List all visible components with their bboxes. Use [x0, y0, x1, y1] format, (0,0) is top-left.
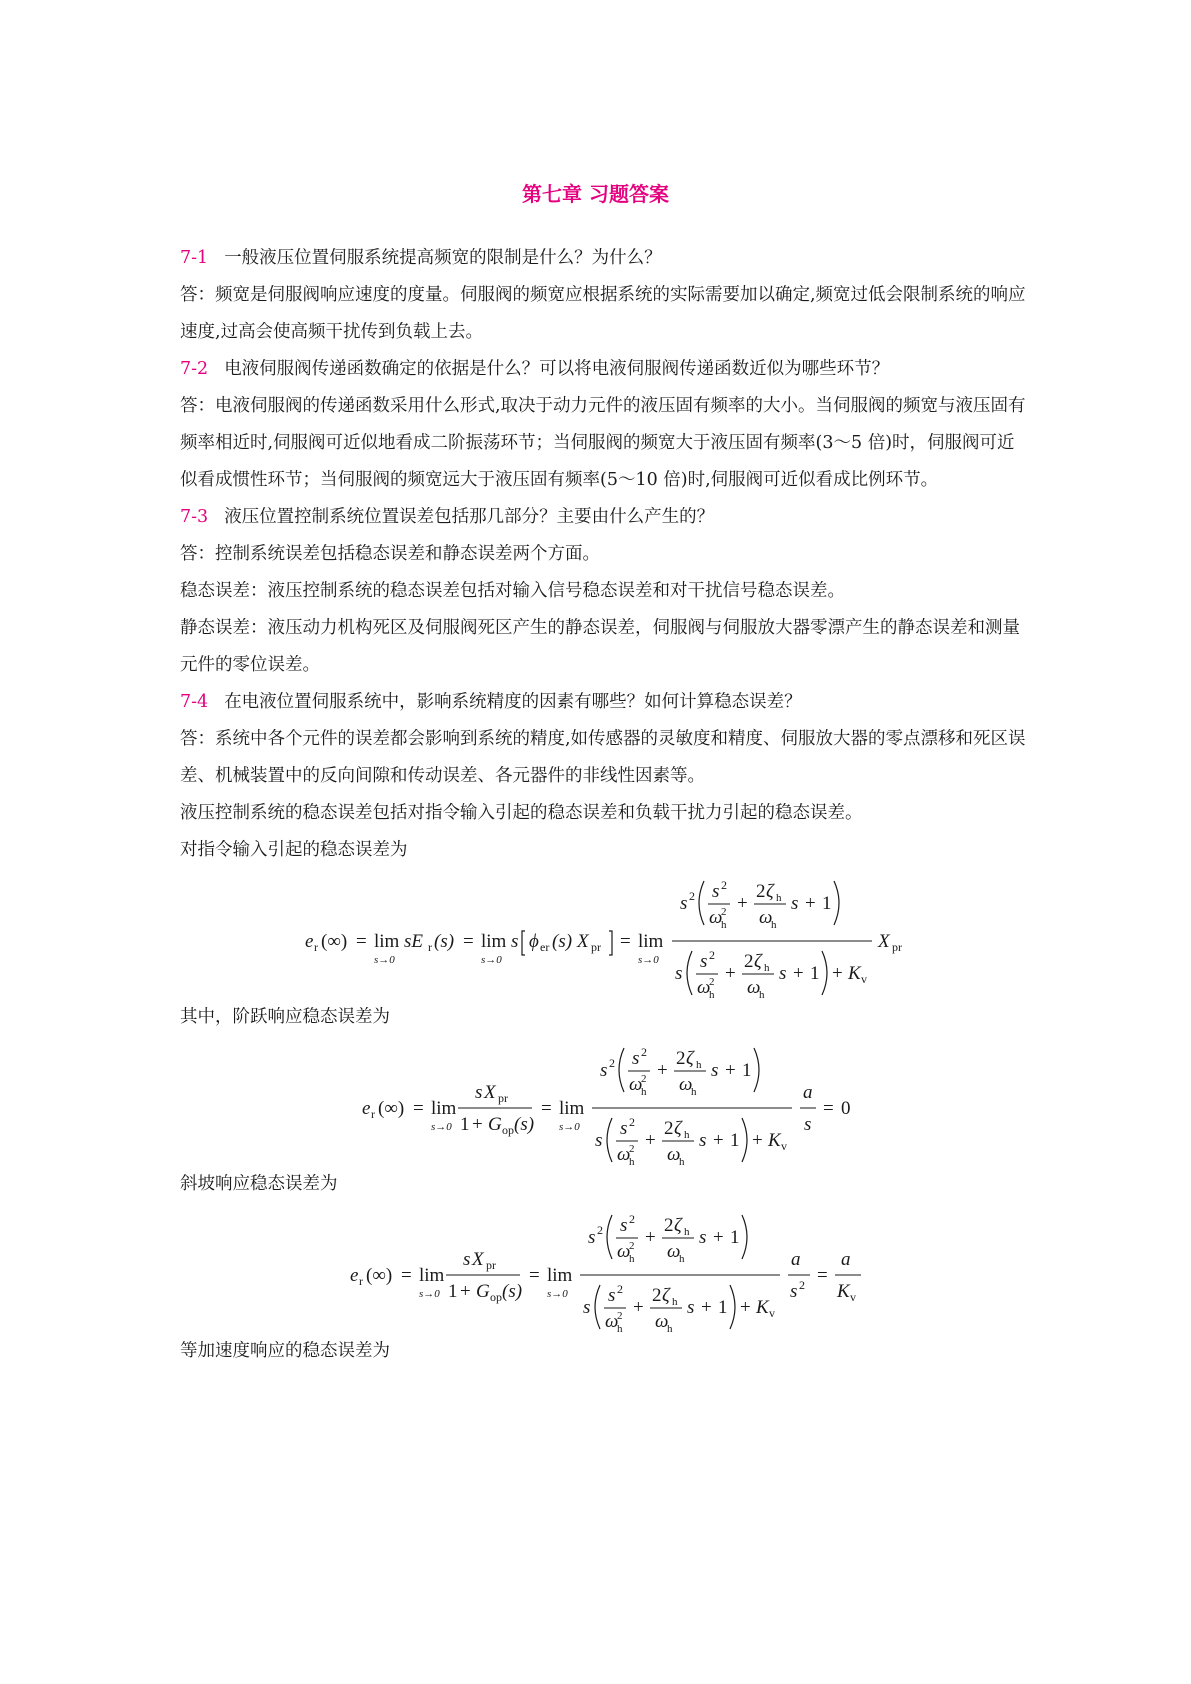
eq-superscript: 2: [721, 906, 727, 918]
eq-symbol: a: [791, 1249, 801, 1270]
eq-symbol: s: [711, 1060, 719, 1081]
eq-subscript: h: [776, 892, 782, 904]
eq-symbol: s: [463, 1249, 471, 1270]
eq-symbol: ϕ: [529, 931, 539, 952]
eq-symbol: =: [401, 1265, 412, 1286]
eq-symbol: ζ: [674, 1215, 682, 1236]
eq-symbol: s: [595, 1130, 603, 1151]
eq-subscript: h: [709, 989, 715, 999]
eq-symbol: ω: [629, 1074, 643, 1095]
chapter-title: 第七章 习题答案: [522, 182, 669, 206]
eq-superscript: 2: [597, 1223, 603, 1237]
accel-response-label: 等加速度响应的稳态误差为: [180, 1341, 390, 1361]
eq-subscript: er: [540, 940, 550, 954]
eq-superscript: 2: [629, 1143, 635, 1155]
question-7-2: [180, 351, 1030, 388]
eq-superscript: 2: [799, 1278, 805, 1292]
eq-symbol: s: [779, 963, 787, 984]
answer-7-3-static: 静态误差：液压动力机构死区及伺服阀死区产生的静态误差，伺服阀与伺服放大器零漂产生的静态误差和测量元件的零位误差。: [180, 618, 1020, 675]
eq-symbol: X: [878, 931, 890, 952]
eq-symbol: e: [305, 931, 314, 952]
eq-symbol: +: [713, 1130, 724, 1151]
equation-command-input: [180, 869, 1030, 999]
eq-symbol: +: [740, 1297, 751, 1318]
eq-subscript: h: [679, 1253, 685, 1265]
eq-symbol: +: [657, 1060, 668, 1081]
eq-symbol: s: [620, 1215, 628, 1236]
eq-symbol: 1: [730, 1227, 740, 1248]
eq-symbol: =: [823, 1098, 834, 1119]
eq-symbol: (∞): [366, 1265, 393, 1286]
eq-symbol: 0: [841, 1098, 851, 1119]
eq-superscript: 2: [641, 1045, 647, 1059]
answer-7-3-line1: 答：控制系统误差包括稳态误差和静态误差两个方面。: [180, 544, 600, 564]
equation-ramp-response: [180, 1203, 1030, 1333]
eq-symbol: s: [791, 893, 799, 914]
eq-symbol: s: [699, 1227, 707, 1248]
eq-symbol: s: [699, 1130, 707, 1151]
eq-symbol: lim: [374, 931, 400, 952]
eq-symbol: ζ: [686, 1048, 694, 1069]
eq-symbol: X: [472, 1249, 484, 1270]
eq-symbol: G: [488, 1114, 502, 1135]
eq-subscript: r: [371, 1107, 375, 1121]
eq-symbol: s: [588, 1227, 596, 1248]
eq-symbol: lim: [638, 931, 664, 952]
eq-subscript: h: [684, 1129, 690, 1141]
answer-7-3-steady: 稳态误差：液压控制系统的稳态误差包括对输入信号稳态误差和对干扰信号稳态误差。: [180, 581, 845, 601]
eq-symbol: +: [713, 1227, 724, 1248]
eq-subscript: v: [781, 1139, 787, 1153]
eq-symbol: lim: [431, 1098, 457, 1119]
eq-symbol: +: [472, 1114, 483, 1135]
question-text: 电液伺服阀传递函数确定的依据是什么？可以将电液伺服阀传递函数近似为哪些环节？: [224, 359, 890, 379]
eq-symbol: s→0: [638, 954, 659, 966]
eq-superscript: 2: [617, 1310, 623, 1322]
eq-symbol: lim: [419, 1265, 445, 1286]
eq-symbol: 2: [756, 881, 766, 902]
question-number: 7-1: [180, 248, 209, 268]
eq-subscript: h: [629, 1156, 635, 1166]
ramp-response-label: 斜坡响应稳态误差为: [180, 1174, 338, 1194]
answer-7-4-line1: 答：系统中各个元件的误差都会影响到系统的精度,如传感器的灵敏度和精度、伺服放大器的零点漂移和死区误差、机械装置中的反向间隙和传动误差、各元器件的非线性因素等。: [180, 729, 1026, 786]
eq-symbol: a: [841, 1249, 851, 1270]
question-7-4: [180, 684, 1030, 721]
eq-subscript: h: [691, 1086, 697, 1098]
eq-symbol: e: [362, 1098, 371, 1119]
answer-7-2: 答：电液伺服阀的传递函数采用什么形式,取决于动力元件的液压固有频率的大小。当伺服阀的频宽与液压固有频率相近时,伺服阀可近似地看成二阶振荡环节；当伺服阀的频宽大于液压固有频率(3～5 倍)时，伺服阀可近似看成惯性环节；当伺服阀的频宽远大于液压固有频率(5～10 倍)时,伺服阀可近似看成比例环节。: [180, 396, 1026, 490]
eq-subscript: h: [629, 1253, 635, 1265]
question-text: 在电液位置伺服系统中，影响系统精度的因素有哪些？如何计算稳态误差？: [224, 692, 802, 712]
eq-symbol: +: [752, 1130, 763, 1151]
eq-symbol: ω: [679, 1074, 693, 1095]
eq-symbol: (s): [514, 1114, 535, 1135]
eq-superscript: 2: [629, 1212, 635, 1226]
eq-subscript: op: [490, 1290, 502, 1304]
eq-symbol: (s): [502, 1281, 523, 1302]
eq-symbol: 2: [664, 1118, 674, 1139]
answer-7-4-line2: 液压控制系统的稳态误差包括对指令输入引起的稳态误差和负载干扰力引起的稳态误差。: [180, 803, 863, 823]
eq-subscript: v: [861, 972, 867, 986]
eq-symbol: s→0: [547, 1288, 568, 1300]
eq-symbol: +: [701, 1297, 712, 1318]
eq-symbol: +: [832, 963, 843, 984]
eq-subscript: h: [721, 919, 727, 931]
eq-symbol: =: [413, 1098, 424, 1119]
eq-symbol: ζ: [754, 951, 762, 972]
question-7-3: [180, 499, 1030, 536]
eq-subscript: pr: [892, 940, 902, 954]
eq-subscript: h: [641, 1086, 647, 1098]
eq-symbol: ω: [605, 1311, 619, 1332]
eq-subscript: h: [759, 989, 765, 999]
eq-symbol: 1: [810, 963, 820, 984]
eq-symbol: K: [756, 1297, 769, 1318]
content: [180, 240, 1030, 1370]
eq-symbol: +: [645, 1130, 656, 1151]
eq-symbol: ω: [617, 1144, 631, 1165]
question-7-1: [180, 240, 1030, 277]
eq-symbol: 2: [676, 1048, 686, 1069]
eq-symbol: (∞): [321, 931, 348, 952]
eq-symbol: e: [350, 1265, 359, 1286]
eq-subscript: pr: [486, 1258, 496, 1272]
eq-symbol: s→0: [559, 1121, 580, 1133]
eq-symbol: +: [725, 963, 736, 984]
eq-superscript: 2: [629, 1115, 635, 1129]
eq-symbol: ω: [617, 1241, 631, 1262]
eq-symbol: lim: [481, 931, 507, 952]
eq-superscript: 2: [709, 948, 715, 962]
eq-subscript: pr: [591, 940, 601, 954]
eq-symbol: K: [768, 1130, 781, 1151]
eq-symbol: =: [541, 1098, 552, 1119]
eq-symbol: 1: [822, 893, 832, 914]
answer-7-4-line3: 对指令输入引起的稳态误差为: [180, 840, 408, 860]
eq-symbol: s: [620, 1118, 628, 1139]
eq-subscript: h: [672, 1296, 678, 1308]
eq-symbol: s: [632, 1048, 640, 1069]
eq-symbol: K: [848, 963, 861, 984]
eq-symbol: ω: [709, 907, 723, 928]
eq-symbol: =: [817, 1265, 828, 1286]
eq-symbol: ω: [759, 907, 773, 928]
question-number: 7-2: [180, 359, 209, 379]
eq-symbol: 2: [652, 1285, 662, 1306]
eq-subscript: h: [696, 1059, 702, 1071]
eq-symbol: X: [484, 1082, 496, 1103]
eq-symbol: s: [680, 893, 688, 914]
eq-subscript: h: [764, 962, 770, 974]
eq-superscript: 2: [689, 889, 695, 903]
eq-symbol: +: [633, 1297, 644, 1318]
eq-symbol: X: [577, 931, 589, 952]
eq-symbol: ζ: [766, 881, 774, 902]
eq-symbol: +: [737, 893, 748, 914]
eq-symbol: ω: [667, 1241, 681, 1262]
question-number: 7-4: [180, 692, 209, 712]
eq-symbol: (s): [434, 931, 455, 952]
eq-superscript: 2: [629, 1240, 635, 1252]
eq-symbol: +: [805, 893, 816, 914]
eq-superscript: 2: [721, 878, 727, 892]
eq-subscript: pr: [498, 1091, 508, 1105]
eq-superscript: 2: [609, 1056, 615, 1070]
eq-symbol: +: [645, 1227, 656, 1248]
eq-subscript: r: [359, 1274, 363, 1288]
eq-symbol: ω: [655, 1311, 669, 1332]
eq-symbol: lim: [559, 1098, 585, 1119]
eq-subscript: r: [314, 940, 318, 954]
eq-symbol: ζ: [674, 1118, 682, 1139]
question-number: 7-3: [180, 507, 209, 527]
eq-symbol: =: [620, 931, 631, 952]
eq-subscript: h: [667, 1323, 673, 1333]
eq-symbol: s: [511, 931, 519, 952]
eq-symbol: a: [803, 1082, 813, 1103]
eq-symbol: 1: [460, 1114, 470, 1135]
eq-symbol: (s): [552, 931, 573, 952]
eq-subscript: r: [428, 940, 432, 954]
eq-symbol: 1: [448, 1281, 458, 1302]
eq-symbol: s: [790, 1281, 798, 1302]
eq-symbol: =: [463, 931, 474, 952]
eq-symbol: 2: [744, 951, 754, 972]
eq-subscript: v: [769, 1306, 775, 1320]
eq-superscript: 2: [709, 976, 715, 988]
eq-symbol: s: [608, 1285, 616, 1306]
eq-symbol: G: [476, 1281, 490, 1302]
eq-symbol: ω: [747, 977, 761, 998]
eq-symbol: ω: [667, 1144, 681, 1165]
eq-subscript: h: [679, 1156, 685, 1166]
question-text: 液压位置控制系统位置误差包括那几部分？主要由什么产生的？: [224, 507, 715, 527]
eq-symbol: K: [837, 1281, 850, 1302]
eq-symbol: lim: [547, 1265, 573, 1286]
eq-symbol: +: [725, 1060, 736, 1081]
eq-symbol: 1: [718, 1297, 728, 1318]
eq-subscript: h: [617, 1323, 623, 1333]
eq-subscript: h: [684, 1226, 690, 1238]
eq-symbol: s: [583, 1297, 591, 1318]
eq-subscript: op: [502, 1123, 514, 1137]
step-response-label: 其中，阶跃响应稳态误差为: [180, 1007, 390, 1027]
eq-symbol: s→0: [431, 1121, 452, 1133]
eq-symbol: s→0: [374, 954, 395, 966]
question-text: 一般液压位置伺服系统提高频宽的限制是什么？为什么？: [224, 248, 662, 268]
eq-symbol: s: [600, 1060, 608, 1081]
eq-superscript: 2: [641, 1073, 647, 1085]
eq-symbol: (∞): [378, 1098, 405, 1119]
eq-symbol: =: [356, 931, 367, 952]
eq-subscript: h: [771, 919, 777, 931]
eq-symbol: s→0: [419, 1288, 440, 1300]
eq-symbol: s: [804, 1114, 812, 1135]
answer-7-1: 答：频宽是伺服阀响应速度的度量。伺服阀的频宽应根据系统的实际需要加以确定,频宽过低会限制系统的响应速度,过高会使高频干扰传到负载上去。: [180, 285, 1026, 342]
eq-symbol: s: [712, 881, 720, 902]
eq-symbol: s: [675, 963, 683, 984]
eq-symbol: ω: [697, 977, 711, 998]
eq-symbol: 1: [742, 1060, 752, 1081]
eq-symbol: s: [475, 1082, 483, 1103]
eq-symbol: =: [529, 1265, 540, 1286]
eq-symbol: 2: [664, 1215, 674, 1236]
eq-symbol: ζ: [662, 1285, 670, 1306]
eq-subscript: v: [850, 1290, 856, 1304]
eq-symbol: s: [700, 951, 708, 972]
eq-symbol: sE: [404, 931, 423, 952]
equation-step-response: [180, 1036, 1030, 1166]
eq-symbol: 1: [730, 1130, 740, 1151]
eq-symbol: s: [687, 1297, 695, 1318]
eq-superscript: 2: [617, 1282, 623, 1296]
eq-symbol: +: [460, 1281, 471, 1302]
eq-symbol: s→0: [481, 954, 502, 966]
eq-symbol: +: [793, 963, 804, 984]
